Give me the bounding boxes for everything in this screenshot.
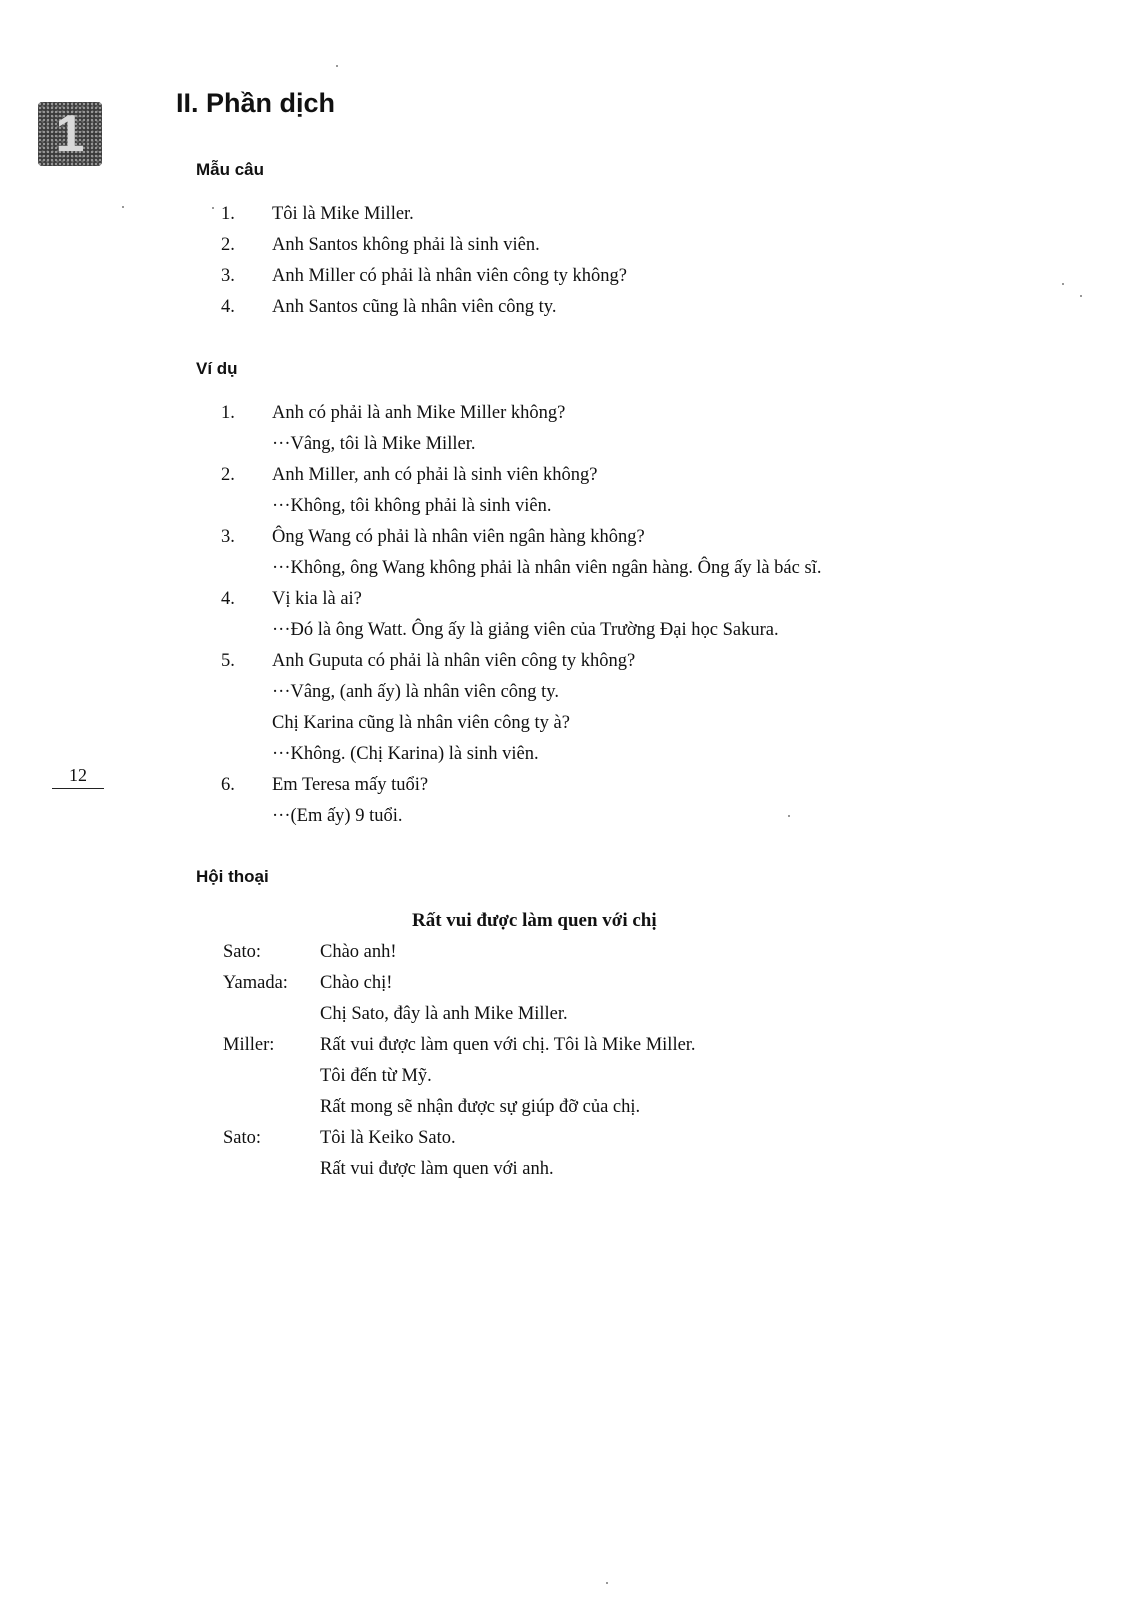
dialog-line: Rất vui được làm quen với anh. [320,1159,554,1179]
list-item: Anh Santos không phải là sinh viên. [272,235,540,255]
scan-speck [212,207,214,209]
example-question: Chị Karina cũng là nhân viên công ty à? [272,713,570,733]
example-answer: ···Không, ông Wang không phải là nhân viên ngân hàng. Ông ấy là bác sĩ. [272,558,822,578]
list-item-number: 1. [221,403,235,423]
list-item-number: 3. [221,266,235,286]
example-answer: ···(Em ấy) 9 tuổi. [272,806,403,826]
page-number: 12 [52,765,104,789]
list-item: Anh Santos cũng là nhân viên công ty. [272,297,557,317]
list-item-number: 4. [221,297,235,317]
section-title: II. Phần dịch [176,88,336,118]
chapter-number: 1 [55,105,85,163]
dialog-speaker: Miller: [223,1035,275,1055]
chapter-badge [38,102,102,166]
dialog-line: Tôi đến từ Mỹ. [320,1066,432,1086]
example-answer: ···Vâng, tôi là Mike Miller. [272,434,476,454]
vi-du-heading: Ví dụ [196,359,238,378]
example-answer: ···Đó là ông Watt. Ông ấy là giảng viên của Trường Đại học Sakura. [272,620,779,640]
list-item-number: 2. [221,235,235,255]
list-item-number: 6. [221,775,235,795]
dialog-title: Rất vui được làm quen với chị [412,910,657,931]
list-item-number: 5. [221,651,235,671]
list-item-number: 4. [221,589,235,609]
list-item-number: 3. [221,527,235,547]
dialog-line: Rất mong sẽ nhận được sự giúp đỡ của chị. [320,1097,641,1117]
scan-speck [606,1582,608,1584]
example-answer: ···Không. (Chị Karina) là sinh viên. [272,744,539,764]
dialog-line: Tôi là Keiko Sato. [320,1128,456,1148]
dialog-line: Chào anh! [320,942,397,962]
scan-speck [1080,295,1082,297]
list-item: Anh Miller có phải là nhân viên công ty không? [272,266,628,286]
dialog-speaker: Sato: [223,1128,262,1148]
example-question: Vị kia là ai? [272,589,362,609]
scan-speck [122,206,124,208]
list-item: Tôi là Mike Miller. [272,204,414,224]
example-question: Ông Wang có phải là nhân viên ngân hàng không? [272,527,645,547]
dialog-speaker: Sato: [223,942,262,962]
example-answer: ···Không, tôi không phải là sinh viên. [272,496,552,516]
example-answer: ···Vâng, (anh ấy) là nhân viên công ty. [272,682,559,702]
example-question: Em Teresa mấy tuổi? [272,775,429,795]
mau-cau-heading: Mẫu câu [196,160,265,179]
list-item-number: 2. [221,465,235,485]
example-question: Anh có phải là anh Mike Miller không? [272,403,566,423]
dialog-line: Chị Sato, đây là anh Mike Miller. [320,1004,568,1024]
dialog-line: Rất vui được làm quen với chị. Tôi là Mike Miller. [320,1035,696,1055]
dialog-line: Chào chị! [320,973,393,993]
scan-speck [788,815,790,817]
list-item-number: 1. [221,204,235,224]
scan-speck [1062,283,1064,285]
example-question: Anh Guputa có phải là nhân viên công ty không? [272,651,636,671]
hoi-thoai-heading: Hội thoại [196,867,269,886]
example-question: Anh Miller, anh có phải là sinh viên không? [272,465,598,485]
scan-speck [336,65,338,67]
dialog-speaker: Yamada: [223,973,288,993]
